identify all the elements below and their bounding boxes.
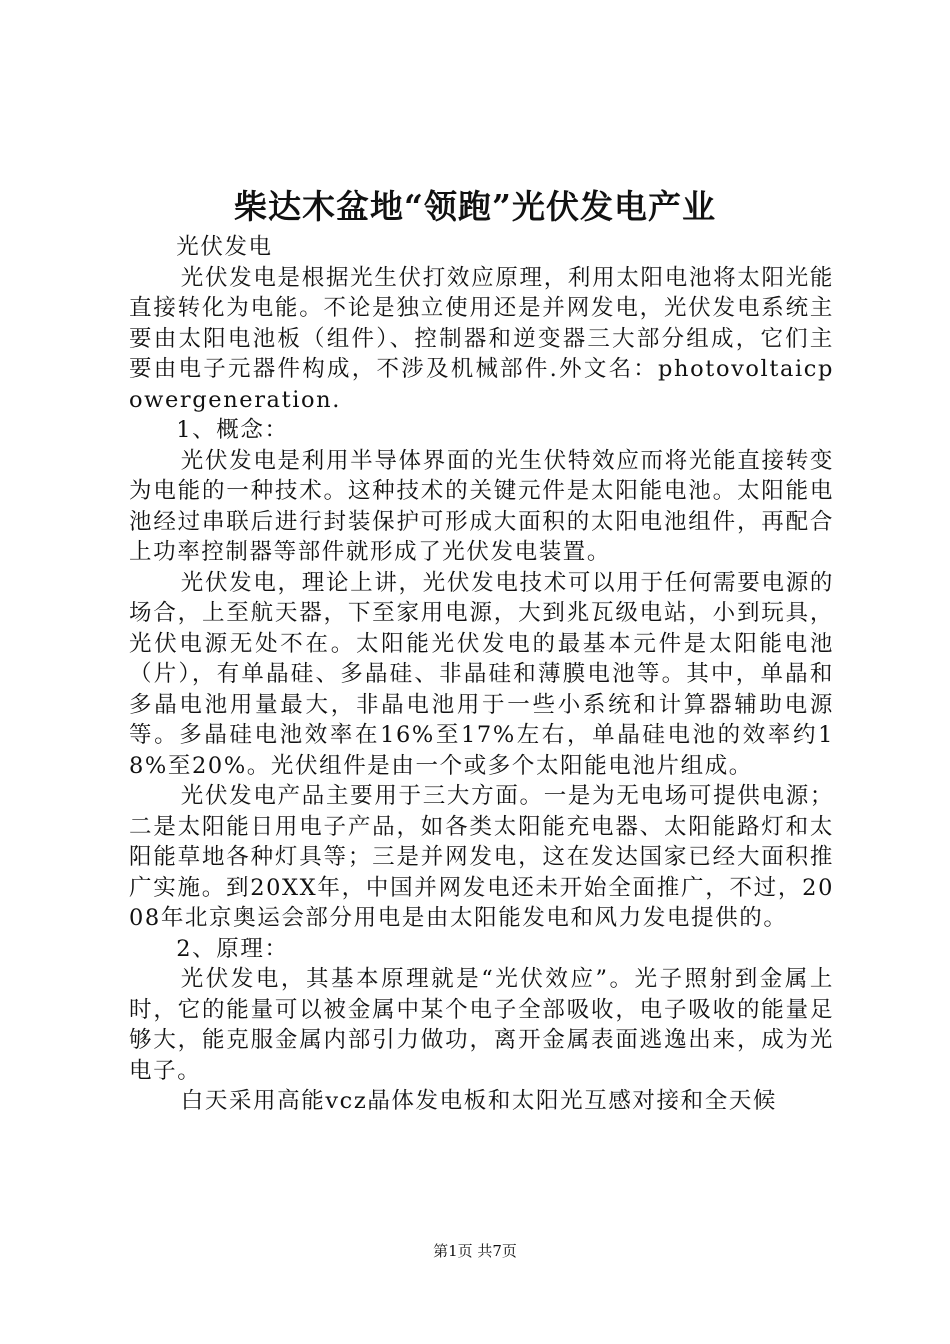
document-title: 柴达木盆地“领跑”光伏发电产业 — [234, 187, 716, 226]
paragraph: 光伏发电是利用半导体界面的光生伏特效应而将光能直接转变为电能的一种技术。这种技术的关键元件是太阳能电池。太阳能电池经过串联后进行封装保护可形成大面积的太阳电池组件，再配合上功率控制器等部件就形成了光伏发电装置。 — [129, 447, 834, 565]
paragraph: 光伏发电是根据光生伏打效应原理，利用太阳电池将太阳光能直接转化为电能。不论是独立使用还是并网发电，光伏发电系统主要由太阳电池板（组件）、控制器和逆变器三大部分组成，它们主要由电子元器件构成，不涉及机械部件.外文名：photovoltaicpowergeneration. — [129, 264, 834, 413]
section-heading: 光伏发电 — [176, 234, 273, 260]
paragraph: 白天采用高能vcz晶体发电板和太阳光互感对接和全天候 — [180, 1088, 778, 1114]
document-body — [129, 232, 834, 1117]
page-number-footer: 第1页 共7页 — [433, 1242, 517, 1260]
section-heading: 1、概念： — [176, 417, 289, 443]
paragraph: 光伏发电，理论上讲，光伏发电技术可以用于任何需要电源的场合，上至航天器，下至家用电源，大到兆瓦级电站，小到玩具，光伏电源无处不在。太阳能光伏发电的最基本元件是太阳能电池（片），有单晶硅、多晶硅、非晶硅和薄膜电池等。其中，单晶和多晶电池用量最大，非晶电池用于一些小系统和计算器辅助电源等。多晶硅电池效率在16%至17%左右，单晶硅电池的效率约18%至20%。光伏组件是由一个或多个太阳能电池片组成。 — [129, 569, 834, 779]
paragraph: 光伏发电产品主要用于三大方面。一是为无电场可提供电源；二是太阳能日用电子产品，如各类太阳能充电器、太阳能路灯和太阳能草地各种灯具等；三是并网发电，这在发达国家已经大面积推广实施。到20XX年，中国并网发电还未开始全面推广，不过，2008年北京奥运会部分用电是由太阳能发电和风力发电提供的。 — [129, 783, 834, 931]
section-heading: 2、原理： — [176, 935, 289, 962]
paragraph: 光伏发电，其基本原理就是“光伏效应”。光子照射到金属上时，它的能量可以被金属中某个电子全部吸收，电子吸收的能量足够大，能克服金属内部引力做功，离开金属表面逃逸出来，成为光电子。 — [129, 966, 834, 1084]
